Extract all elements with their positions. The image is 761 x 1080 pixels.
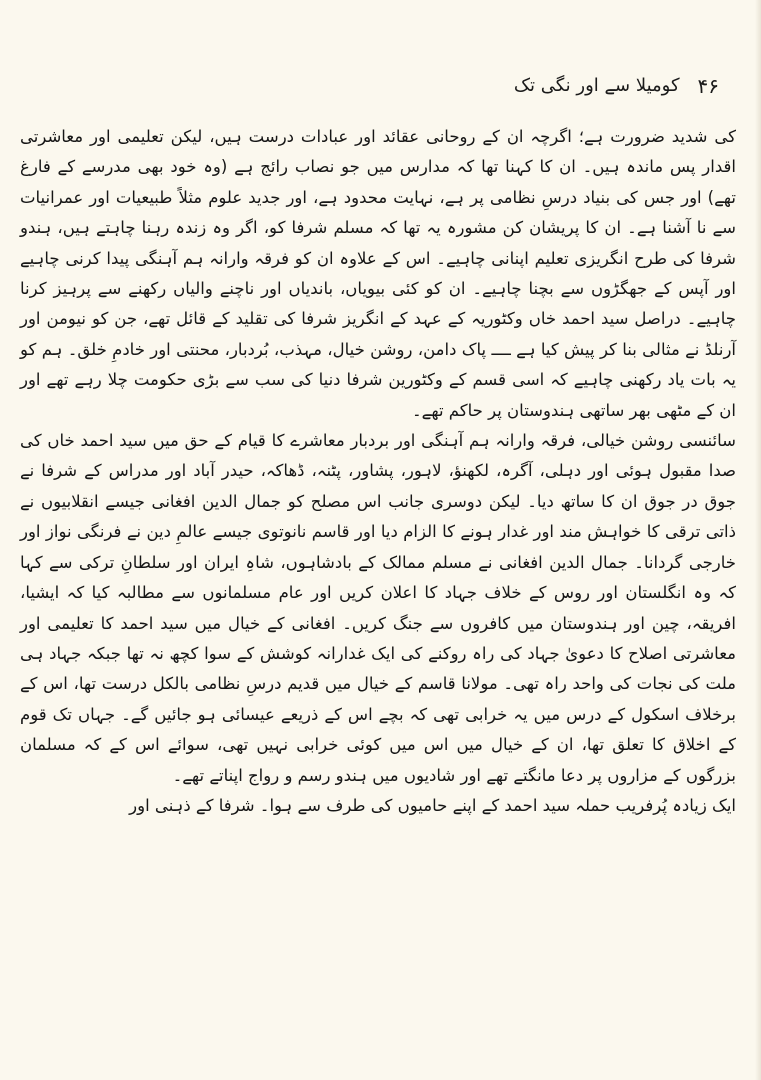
page-header — [459, 72, 719, 100]
paragraph-1: کی شدید ضرورت ہے؛ اگرچہ ان کے روحانی عقائد اور عبادات درست ہیں، لیکن تعلیمی اور معاشرتی اقدار پس ماندہ ہیں۔ ان کا کہنا تھا کہ مدارس میں جو نصاب رائج ہے (وہ خود بھی مدرسے کے فارغ تھے) اور جس کی بنیاد درسِ نظامی پر ہے، نہایت محدود ہے، اور جدید علوم مثلاً طبیعیات اور عمرانیات سے نا آشنا ہے۔ ان کا پریشان کن مشورہ یہ تھا کہ مسلم شرفا کو، اگر وہ زندہ رہنا چاہتے ہیں، ہندو شرفا کی طرح انگریزی تعلیم اپنانی چاہیے۔ اس کے علاوہ ان کو فرقہ وارانہ ہم آہنگی پیدا کرنی چاہیے اور آپس کے جھگڑوں سے بچنا چاہیے۔ ان کو کئی بیویاں، باندیاں اور ناچنے والیاں رکھنے سے پرہیز کرنا چاہیے۔ دراصل سید احمد خاں وکٹوریہ کے عہد کے انگریز شرفا کی تقلید کے قائل تھے، جن کو نیومن اور آرنلڈ نے مثالی بنا کر پیش کیا ہے ــــ پاک دامن، روشن خیال، مہذب، بُردبار، محنتی اور خادمِ خلق۔ ہم کو یہ بات یاد رکھنی چاہیے کہ اسی قسم کے وکٹورین شرفا دنیا کی سب سے بڑی حکومت چلا رہے تھے اور ان کے مٹھی بھر ساتھی ہندوستان پر حاکم تھے۔ — [20, 127, 736, 420]
scan-edge-shadow — [755, 0, 761, 1080]
paragraph-3: ایک زیادہ پُرفریب حملہ سید احمد کے اپنے حامیوں کی طرف سے ہوا۔ شرفا کے ذہنی اور — [129, 795, 736, 815]
page-body — [20, 122, 736, 821]
paragraph-2: سائنسی روشن خیالی، فرقہ وارانہ ہم آہنگی اور بردبار معاشرے کا قیام کے حق میں سید احمد خاں کی صدا مقبول ہوئی اور دہلی، آگرہ، لکھنؤ، لاہور، پشاور، پٹنہ، ڈھاکہ، حیدر آباد اور مدراس کے شرفا نے جوق در جوق ان کا ساتھ دیا۔ لیکن دوسری جانب اس مصلح کو جمال الدین افغانی جیسے انقلابیوں نے ذاتی ترقی کا خواہش مند اور غدار ہونے کا الزام دیا اور قاسم نانوتوی جیسے عالمِ دین نے فرنگی نواز اور خارجی گردانا۔ جمال الدین افغانی نے مسلم ممالک کے بادشاہوں، شاہِ ایران اور سلطانِ ترکی سے کہا کہ وہ انگلستان اور روس کے خلاف جہاد کا اعلان کریں اور عام مسلمانوں سے مطالبہ کیا کہ ایشیا، افریقہ، چین اور ہندوستان میں کافروں سے جنگ کریں۔ افغانی کے خیال میں سید احمد کا تعلیمی اور معاشرتی اصلاح کا دعویٰ جہاد کی راہ روکنے کی ایک غدارانہ کوشش کے سوا کچھ نہ تھا جبکہ جہاد ہی ملت کی نجات کی واحد راہ تھی۔ مولانا قاسم کے خیال میں قدیم درسِ نظامی بالکل درست تھا، اس کے برخلاف اسکول کے درس میں یہ خرابی تھی کہ بچے اس کے ذریعے عیسائی ہو جائیں گے۔ جہاں تک قوم کے اخلاق کا تعلق تھا، ان کے خیال میں اس میں کوئی خرابی نہیں تھی، سوائے اس کے کہ مسلمان بزرگوں کے مزاروں پر دعا مانگتے تھے اور شادیوں میں ہندو رسم و رواج اپناتے تھے۔ — [20, 431, 736, 785]
page-number: ۴۶ — [697, 74, 719, 98]
running-title: کومیلا سے اور نگی تک — [513, 75, 680, 96]
